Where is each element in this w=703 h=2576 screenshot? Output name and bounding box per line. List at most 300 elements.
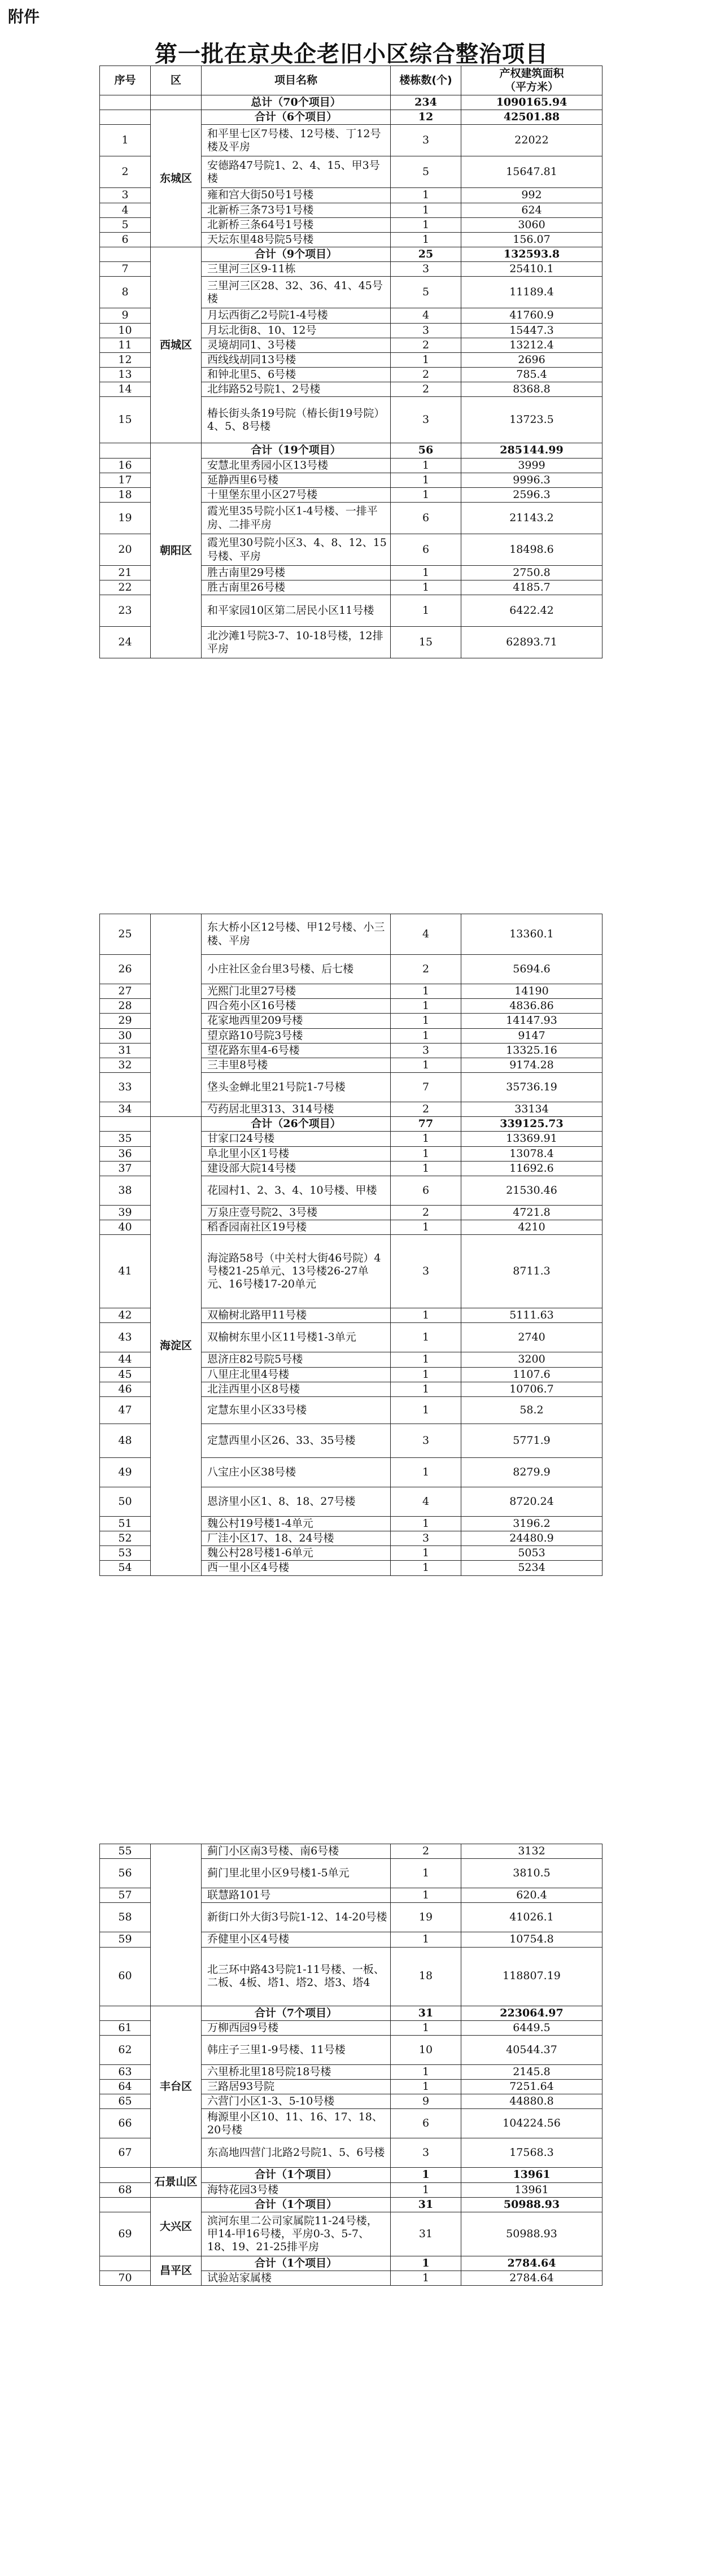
subtotal-area: 50988.93 [461,2197,602,2212]
row-seq: 41 [100,1235,151,1308]
row-buildings: 1 [391,1932,461,1947]
row-area: 44880.8 [461,2094,602,2109]
row-buildings: 1 [391,2080,461,2094]
subtotal-label: 合计（6个项目） [202,110,391,125]
row-seq: 42 [100,1308,151,1323]
row-project-name: 稻香园南社区19号楼 [202,1220,391,1235]
row-project-name: 望花路东里4-6号楼 [202,1043,391,1058]
row-area: 13325.16 [461,1043,602,1058]
row-seq: 63 [100,2064,151,2079]
row-project-name: 月坛北街8、10、12号 [202,323,391,338]
row-seq: 59 [100,1932,151,1947]
row-buildings: 1 [391,1382,461,1396]
subtotal-spacer [100,2168,151,2182]
row-area: 10754.8 [461,1932,602,1947]
project-table-page-3 [99,1844,602,2286]
document-title: 第一批在京央企老旧小区综合整治项目 [155,41,548,67]
row-area: 3132 [461,1844,602,1859]
subtotal-buildings: 1 [391,2168,461,2182]
row-area: 11692.6 [461,1161,602,1176]
row-seq: 52 [100,1531,151,1546]
row-seq: 20 [100,534,151,566]
subtotal-buildings: 31 [391,2197,461,2212]
subtotal-area: 42501.88 [461,110,602,125]
row-project-name: 三里河三区28、32、36、41、45号楼 [202,277,391,308]
row-buildings: 1 [391,1146,461,1161]
district-cell [151,914,202,1117]
row-area: 156.07 [461,232,602,247]
row-seq: 12 [100,352,151,367]
row-seq: 50 [100,1487,151,1516]
row-project-name: 延静西里6号楼 [202,473,391,487]
row-seq: 69 [100,2212,151,2256]
district-cell: 西城区 [151,247,202,443]
row-buildings: 1 [391,487,461,502]
row-buildings: 3 [391,1531,461,1546]
row-buildings: 1 [391,1859,461,1888]
row-project-name: 东大桥小区12号楼、甲12号楼、小三楼、平房 [202,914,391,955]
row-seq: 23 [100,595,151,627]
row-area: 41760.9 [461,308,602,323]
row-area: 9147 [461,1028,602,1043]
row-buildings: 1 [391,232,461,247]
row-seq: 54 [100,1561,151,1575]
row-area: 18498.6 [461,534,602,566]
row-area: 624 [461,203,602,217]
subtotal-row [100,2006,602,2020]
row-area: 13723.5 [461,397,602,443]
district-cell: 昌平区 [151,2256,202,2285]
row-area: 14147.93 [461,1014,602,1028]
row-seq: 38 [100,1176,151,1205]
row-seq: 2 [100,156,151,188]
row-buildings: 4 [391,1487,461,1516]
row-seq: 49 [100,1457,151,1487]
subtotal-spacer [100,1117,151,1132]
row-area: 8720.24 [461,1487,602,1516]
row-area: 15447.3 [461,323,602,338]
row-buildings: 9 [391,2094,461,2109]
subtotal-label: 合计（19个项目） [202,443,391,458]
row-seq: 31 [100,1043,151,1058]
row-seq: 9 [100,308,151,323]
subtotal-area: 339125.73 [461,1117,602,1132]
subtotal-area: 2784.64 [461,2256,602,2271]
district-cell: 大兴区 [151,2197,202,2256]
row-seq: 43 [100,1323,151,1352]
row-area: 4721.8 [461,1205,602,1220]
row-project-name: 海特花园3号楼 [202,2182,391,2197]
row-buildings: 3 [391,125,461,156]
row-seq: 29 [100,1014,151,1028]
row-area: 3196.2 [461,1516,602,1531]
row-seq: 68 [100,2182,151,2197]
row-project-name: 胜古南里26号楼 [202,580,391,595]
row-seq: 60 [100,1947,151,2006]
row-buildings: 2 [391,955,461,984]
row-buildings: 3 [391,1424,461,1457]
header-area: 产权建筑面积 （平方米） [461,66,602,95]
header-seq: 序号 [100,66,151,95]
row-seq: 27 [100,984,151,999]
row-seq: 1 [100,125,151,156]
row-seq: 26 [100,955,151,984]
row-area: 21530.46 [461,1176,602,1205]
row-buildings: 6 [391,534,461,566]
row-area: 3810.5 [461,1859,602,1888]
row-buildings: 3 [391,397,461,443]
row-seq: 5 [100,217,151,232]
subtotal-buildings: 1 [391,2256,461,2271]
row-project-name: 蓟门里北里小区9号楼1-5单元 [202,1859,391,1888]
row-area: 785.4 [461,368,602,382]
row-project-name: 北洼西里小区8号楼 [202,1382,391,1396]
row-area: 22022 [461,125,602,156]
row-project-name: 花家地西里209号楼 [202,1014,391,1028]
row-buildings: 6 [391,503,461,534]
district-cell: 海淀区 [151,1117,202,1575]
row-area: 15647.81 [461,156,602,188]
subtotal-row [100,2197,602,2212]
row-seq: 18 [100,487,151,502]
table-header-row [100,66,602,95]
project-table-page-2 [99,914,602,1576]
row-buildings: 4 [391,914,461,955]
row-project-name: 灵境胡同1、3号楼 [202,338,391,352]
row-area: 21143.2 [461,503,602,534]
row-seq: 25 [100,914,151,955]
row-project-name: 魏公村19号楼1-4单元 [202,1516,391,1531]
row-project-name: 万柳西园9号楼 [202,2020,391,2035]
row-seq: 66 [100,2109,151,2138]
row-buildings: 3 [391,1235,461,1308]
row-project-name: 和钟北里5、6号楼 [202,368,391,382]
row-area: 13961 [461,2182,602,2197]
row-buildings: 3 [391,262,461,277]
row-project-name: 四合苑小区16号楼 [202,999,391,1014]
grand-total-area: 1090165.94 [461,95,602,110]
row-area: 2750.8 [461,566,602,580]
subtotal-spacer [100,247,151,262]
row-project-name: 北纬路52号院1、2号楼 [202,382,391,397]
row-seq: 10 [100,323,151,338]
row-seq: 67 [100,2138,151,2168]
row-buildings: 1 [391,2182,461,2197]
row-area: 5771.9 [461,1424,602,1457]
row-project-name: 月坛西街乙2号院1-4号楼 [202,308,391,323]
row-project-name: 北三环中路43号院1-11号楼、一板、二板、4板、塔1、塔2、塔3、塔4 [202,1947,391,2006]
row-buildings: 5 [391,277,461,308]
row-project-name: 北新桥三条64号1号楼 [202,217,391,232]
row-seq: 6 [100,232,151,247]
row-buildings: 1 [391,1367,461,1382]
row-area: 33134 [461,1102,602,1117]
grand-total-label: 总计（70个项目） [202,95,391,110]
row-seq: 35 [100,1132,151,1146]
row-project-name: 东高地四营门北路2号院1、5、6号楼 [202,2138,391,2168]
row-buildings: 1 [391,1132,461,1146]
row-seq: 7 [100,262,151,277]
row-buildings: 1 [391,188,461,203]
row-buildings: 1 [391,2064,461,2079]
subtotal-label: 合计（7个项目） [202,2006,391,2020]
row-project-name: 西线线胡同13号楼 [202,352,391,367]
row-buildings: 1 [391,1396,461,1424]
district-cell: 石景山区 [151,2168,202,2197]
subtotal-buildings: 31 [391,2006,461,2020]
row-seq: 24 [100,627,151,658]
subtotal-row [100,247,602,262]
row-project-name: 六营门小区1-3、5-10号楼 [202,2094,391,2109]
row-area: 41026.1 [461,1903,602,1932]
row-project-name: 三里河三区9-11栋 [202,262,391,277]
row-buildings: 2 [391,1102,461,1117]
row-seq: 28 [100,999,151,1014]
row-area: 4185.7 [461,580,602,595]
row-seq: 56 [100,1859,151,1888]
row-area: 8368.8 [461,382,602,397]
row-area: 118807.19 [461,1947,602,2006]
row-seq: 53 [100,1546,151,1561]
row-area: 13078.4 [461,1146,602,1161]
row-area: 13212.4 [461,338,602,352]
row-buildings: 1 [391,1014,461,1028]
subtotal-label: 合计（1个项目） [202,2197,391,2212]
subtotal-label: 合计（9个项目） [202,247,391,262]
subtotal-buildings: 77 [391,1117,461,1132]
row-project-name: 芍药居北里313、314号楼 [202,1102,391,1117]
row-buildings: 1 [391,1516,461,1531]
row-project-name: 花园村1、2、3、4、10号楼、甲楼 [202,1176,391,1205]
row-seq: 19 [100,503,151,534]
row-buildings: 6 [391,1176,461,1205]
row-area: 2740 [461,1323,602,1352]
row-project-name: 北新桥三条73号1号楼 [202,203,391,217]
row-project-name: 试验站家属楼 [202,2271,391,2286]
row-area: 2596.3 [461,487,602,502]
row-seq: 55 [100,1844,151,1859]
district-cell: 丰台区 [151,2006,202,2168]
row-seq: 4 [100,203,151,217]
row-seq: 3 [100,188,151,203]
row-seq: 17 [100,473,151,487]
row-seq: 62 [100,2035,151,2064]
row-project-name: 霞光里30号院小区3、4、8、12、15号楼、平房 [202,534,391,566]
row-seq: 33 [100,1073,151,1102]
header-district: 区 [151,66,202,95]
row-area: 2696 [461,352,602,367]
row-buildings: 3 [391,2138,461,2168]
row-area: 62893.71 [461,627,602,658]
row-buildings: 1 [391,1323,461,1352]
row-seq: 16 [100,458,151,473]
subtotal-area: 285144.99 [461,443,602,458]
row-project-name: 望京路10号院3号楼 [202,1028,391,1043]
row-buildings: 2 [391,382,461,397]
row-area: 9174.28 [461,1058,602,1072]
row-area: 5694.6 [461,955,602,984]
row-buildings: 10 [391,2035,461,2064]
row-buildings: 1 [391,580,461,595]
subtotal-row [100,2256,602,2271]
row-buildings: 3 [391,323,461,338]
row-buildings: 1 [391,1352,461,1367]
subtotal-spacer [100,110,151,125]
row-project-name: 雍和宫大街50号1号楼 [202,188,391,203]
row-project-name: 韩庄子三里1-9号楼、11号楼 [202,2035,391,2064]
row-buildings: 1 [391,1561,461,1575]
project-row [100,914,602,955]
row-project-name: 双榆树北路甲11号楼 [202,1308,391,1323]
row-area: 24480.9 [461,1531,602,1546]
row-buildings: 7 [391,1073,461,1102]
row-project-name: 定慧东里小区33号楼 [202,1396,391,1424]
row-project-name: 天坛东里48号院5号楼 [202,232,391,247]
row-buildings: 1 [391,1888,461,1903]
row-seq: 44 [100,1352,151,1367]
subtotal-spacer [100,2256,151,2271]
row-project-name: 三丰里8号楼 [202,1058,391,1072]
subtotal-row [100,1117,602,1132]
row-seq: 40 [100,1220,151,1235]
row-seq: 61 [100,2020,151,2035]
row-buildings: 1 [391,1058,461,1072]
row-area: 3200 [461,1352,602,1367]
row-seq: 36 [100,1146,151,1161]
row-seq: 22 [100,580,151,595]
row-area: 3999 [461,458,602,473]
row-area: 620.4 [461,1888,602,1903]
row-project-name: 海淀路58号（中关村大街46号院）4号楼21-25单元、13号楼26-27单元、16号楼17-20单元 [202,1235,391,1308]
row-area: 8279.9 [461,1457,602,1487]
row-area: 58.2 [461,1396,602,1424]
row-buildings: 15 [391,627,461,658]
row-project-name: 三路居93号院 [202,2080,391,2094]
subtotal-spacer [100,443,151,458]
subtotal-row [100,443,602,458]
subtotal-row [100,110,602,125]
annex-label: 附件 [8,7,40,26]
row-area: 7251.64 [461,2080,602,2094]
row-project-name: 光熙门北里27号楼 [202,984,391,999]
row-buildings: 3 [391,1043,461,1058]
subtotal-label: 合计（1个项目） [202,2256,391,2271]
row-project-name: 八宝庄小区38号楼 [202,1457,391,1487]
row-area: 5111.63 [461,1308,602,1323]
row-buildings: 1 [391,566,461,580]
row-project-name: 厂洼小区17、18、24号楼 [202,1531,391,1546]
row-seq: 65 [100,2094,151,2109]
row-buildings: 1 [391,352,461,367]
row-buildings: 1 [391,984,461,999]
row-area: 25410.1 [461,262,602,277]
district-cell [151,1844,202,2006]
row-area: 6449.5 [461,2020,602,2035]
row-buildings: 1 [391,2020,461,2035]
row-seq: 58 [100,1903,151,1932]
district-cell: 朝阳区 [151,443,202,658]
row-project-name: 建设部大院14号楼 [202,1161,391,1176]
subtotal-label: 合计（1个项目） [202,2168,391,2182]
row-seq: 32 [100,1058,151,1072]
row-project-name: 恩济庄82号院5号楼 [202,1352,391,1367]
row-buildings: 1 [391,1220,461,1235]
row-buildings: 1 [391,1161,461,1176]
row-area: 4836.86 [461,999,602,1014]
row-project-name: 联慧路101号 [202,1888,391,1903]
row-area: 35736.19 [461,1073,602,1102]
row-seq: 13 [100,368,151,382]
row-buildings: 1 [391,473,461,487]
row-area: 14190 [461,984,602,999]
row-area: 9996.3 [461,473,602,487]
row-buildings: 2 [391,368,461,382]
row-project-name: 西一里小区4号楼 [202,1561,391,1575]
subtotal-area: 223064.97 [461,2006,602,2020]
row-area: 6422.42 [461,595,602,627]
row-area: 3060 [461,217,602,232]
row-area: 2145.8 [461,2064,602,2079]
row-seq: 46 [100,1382,151,1396]
row-area: 50988.93 [461,2212,602,2256]
row-project-name: 椿长街头条19号院（椿长街19号院）4、5、8号楼 [202,397,391,443]
row-buildings: 1 [391,203,461,217]
row-seq: 21 [100,566,151,580]
row-buildings: 2 [391,338,461,352]
row-project-name: 乔健里小区4号楼 [202,1932,391,1947]
row-project-name: 北沙滩1号院3-7、10-18号楼，12排平房 [202,627,391,658]
row-project-name: 安慧北里秀园小区13号楼 [202,458,391,473]
row-seq: 8 [100,277,151,308]
row-seq: 48 [100,1424,151,1457]
row-seq: 45 [100,1367,151,1382]
row-area: 8711.3 [461,1235,602,1308]
subtotal-spacer [100,2006,151,2020]
row-buildings: 5 [391,156,461,188]
row-project-name: 定慧西里小区26、33、35号楼 [202,1424,391,1457]
row-buildings: 1 [391,2271,461,2286]
row-project-name: 安德路47号院1、2、4、15、甲3号楼 [202,156,391,188]
row-area: 5053 [461,1546,602,1561]
grand-total-buildings: 234 [391,95,461,110]
row-area: 4210 [461,1220,602,1235]
row-area: 104224.56 [461,2109,602,2138]
header-buildings: 楼栋数(个) [391,66,461,95]
row-seq: 34 [100,1102,151,1117]
grand-total-spacer [100,95,151,110]
row-buildings: 31 [391,2212,461,2256]
subtotal-area: 13961 [461,2168,602,2182]
subtotal-buildings: 12 [391,110,461,125]
subtotal-spacer [100,2197,151,2212]
row-buildings: 18 [391,1947,461,2006]
subtotal-buildings: 25 [391,247,461,262]
row-project-name: 魏公村28号楼1-6单元 [202,1546,391,1561]
row-seq: 51 [100,1516,151,1531]
project-table-page-1 [99,66,602,658]
row-area: 1107.6 [461,1367,602,1382]
row-project-name: 蓟门小区南3号楼、南6号楼 [202,1844,391,1859]
row-area: 11189.4 [461,277,602,308]
row-buildings: 1 [391,458,461,473]
row-project-name: 和平里七区7号楼、12号楼、丁12号楼及平房 [202,125,391,156]
row-project-name: 六里桥北里18号院18号楼 [202,2064,391,2079]
subtotal-label: 合计（26个项目） [202,1117,391,1132]
row-project-name: 十里堡东里小区27号楼 [202,487,391,502]
subtotal-row [100,2168,602,2182]
row-project-name: 霞光里35号院小区1-4号楼、一排平房、二排平房 [202,503,391,534]
row-area: 2784.64 [461,2271,602,2286]
